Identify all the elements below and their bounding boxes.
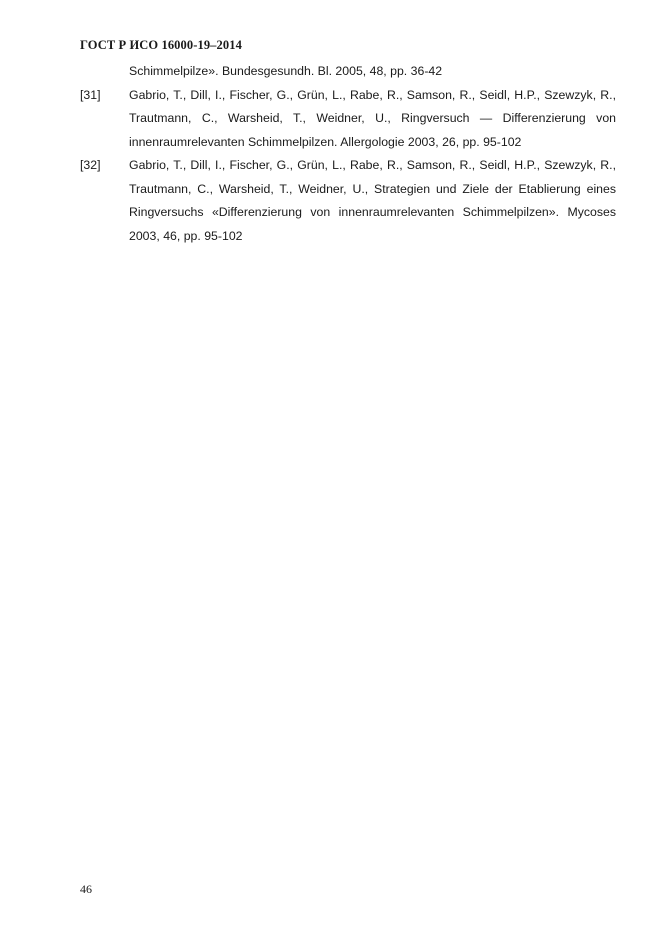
reference-text: Gabrio, T., Dill, I., Fischer, G., Grün, L., Rabe, R., Samson, R., Seidl, H.P., Szewzyk, R., Trautmann, C., Warsheid, T., Weidner, U., Strategien und Ziele der Etablierung eines Ringversuchs «Differenzierung von innenraumrelevanten Schimmelpilzen». Mycoses 2003, 46, pp. 95-102	[129, 158, 616, 243]
reference-number: [32]	[80, 158, 101, 172]
reference-item-31	[80, 84, 616, 155]
reference-list	[80, 60, 616, 248]
reference-number: [31]	[80, 87, 101, 102]
reference-continuation: Schimmelpilze». Bundesgesundh. Bl. 2005, 48, pp. 36-42	[129, 64, 443, 78]
page-header-standard: ГОСТ Р ИСО 16000-19–2014	[80, 38, 242, 52]
reference-item-32	[80, 154, 616, 248]
page-number: 46	[80, 882, 92, 896]
reference-text: Gabrio, T., Dill, I., Fischer, G., Grün, L., Rabe, R., Samson, R., Seidl, H.P., Szewzyk, R., Trautmann, C., Warsheid, T., Weidner, U., Ringversuch — Differenzierung von innenraumrelevanten Schimmelpilzen. Allergologie 2003, 26, pp. 95-102	[129, 87, 616, 149]
